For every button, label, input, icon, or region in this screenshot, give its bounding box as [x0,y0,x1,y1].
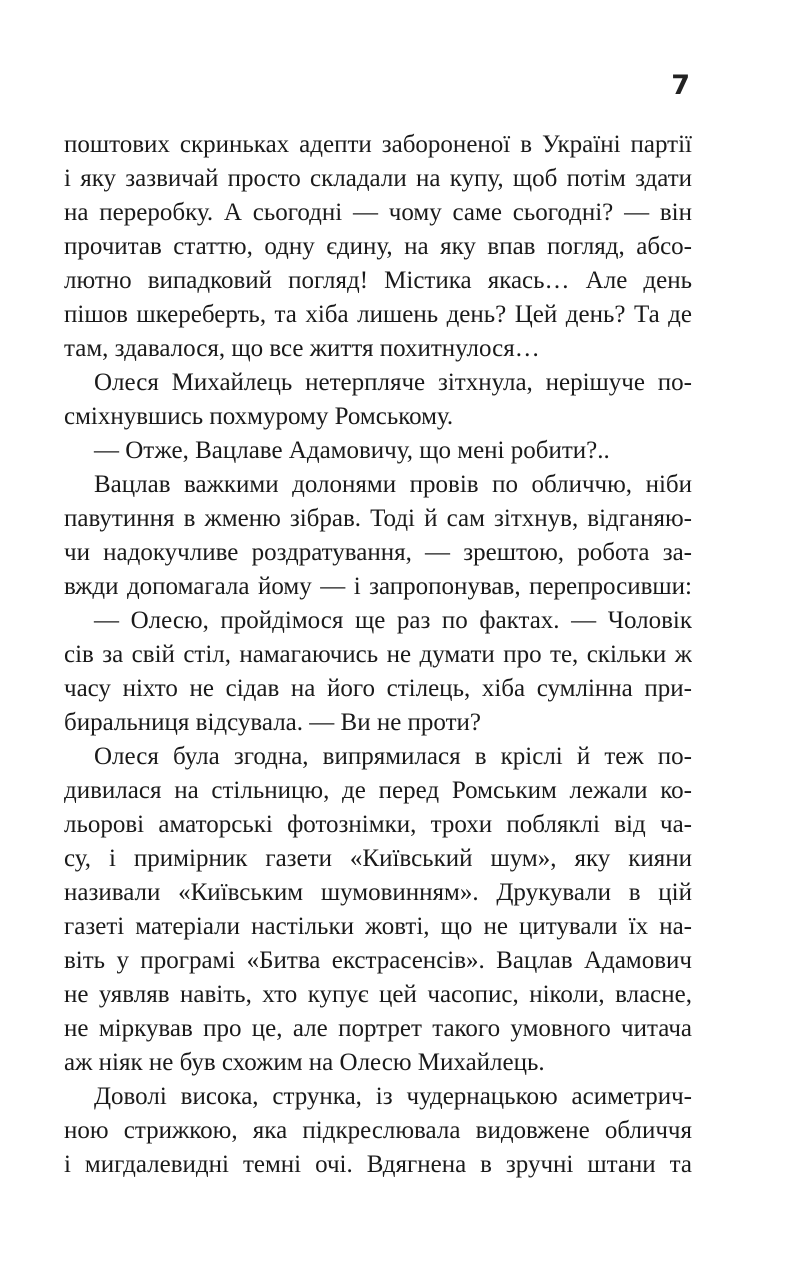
text-line: там, здавалося, що все життя похитнулося… [64,335,540,362]
text-line: не уявляв навіть, хто купує цей часопис, ніколи, власне, [64,981,692,1008]
text-line: часу ніхто не сідав на його стілець, хіба сумлінна при- [64,675,692,702]
text-line: Олеся була згодна, випрямилася в кріслі й теж по- [94,743,692,770]
text-line: на переробку. А сьогодні — чому саме сьогодні? — він [64,199,692,226]
text-line: льорові аматорські фотознімки, трохи побляклі від ча- [64,811,692,838]
text-line: називали «Київським шумовинням». Друкували в цій [64,879,692,906]
text-line: ною стрижкою, яка підкреслювала видовжене обличчя [64,1117,692,1144]
text-line: Вацлав важкими долонями провів по обличчю, ніби [94,471,692,498]
text-line: сміхнувшись похмурому Ромському. [64,403,454,430]
text-line: Доволі висока, струнка, із чудернацькою асиметрич- [94,1083,692,1110]
text-line: не міркував про це, але портрет такого умовного читача [64,1015,692,1042]
text-line: і мигдалевидні темні очі. Вдягнена в зручні штани та [64,1151,692,1178]
text-line: газеті матеріали настільки жовті, що не цитували їх на- [64,913,692,940]
text-line: — Отже, Вацлаве Адамовичу, що мені робити?.. [94,437,610,464]
text-line: павутиння в жменю зібрав. Тоді й сам зітхнув, відганяю- [64,505,692,532]
text-line: вжди допомагала йому — і запропонував, перепросивши: [64,573,692,600]
text-line: дивилася на стільницю, де перед Ромським лежали ко- [64,777,692,804]
text-line: Олеся Михайлець нетерпляче зітхнула, нерішуче по- [94,369,692,396]
text-line: аж ніяк не був схожим на Олесю Михайлець. [64,1049,545,1076]
body-text [64,128,692,1182]
page-number: 7 [671,70,690,101]
text-line: су, і примірник газети «Київський шум», яку кияни [64,845,692,872]
text-line: чи надокучливе роздратування, — зрештою, робота за- [64,539,692,566]
text-line: віть у програмі «Битва екстрасенсів». Вацлав Адамович [64,947,692,974]
text-line: прочитав статтю, одну єдину, на яку впав погляд, абсо- [64,233,692,260]
text-line: сів за свій стіл, намагаючись не думати про те, скільки ж [64,641,692,668]
text-line: поштових скриньках адепти забороненої в Україні партії [64,131,692,158]
text-line: — Олесю, пройдімося ще раз по фактах. — Чоловік [94,607,692,634]
text-line: лютно випадковий погляд! Містика якась… Але день [64,267,692,294]
text-line: пішов шкереберть, та хіба лишень день? Цей день? Та де [64,301,692,328]
text-line: биральниця відсувала. — Ви не проти? [64,709,482,736]
text-line: і яку зазвичай просто складали на купу, щоб потім здати [64,165,692,192]
